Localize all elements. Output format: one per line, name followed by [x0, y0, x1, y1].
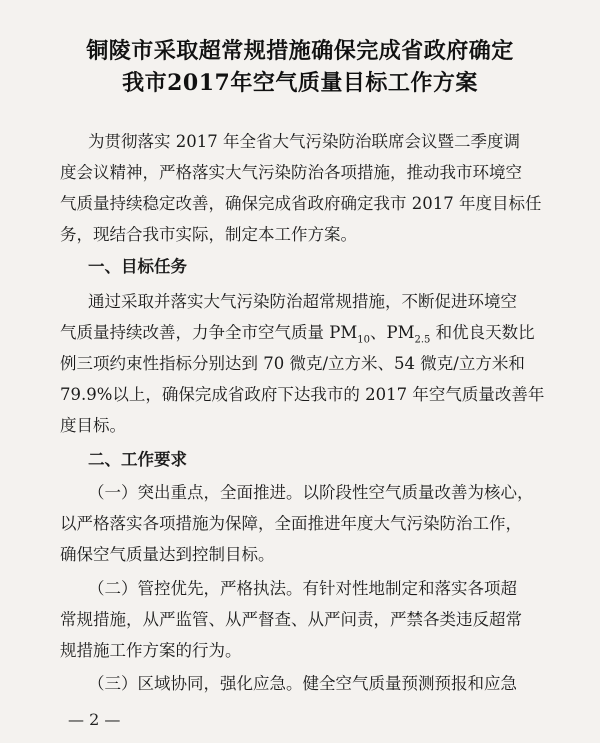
pm-text-before: 气质量持续改善，力争全市空气质量 PM [60, 323, 358, 342]
page-number: — 2 — [68, 710, 121, 729]
section-heading: 二、工作要求 [88, 450, 187, 469]
pm-text-after: 和优良天数比 [430, 323, 535, 342]
pm-text-sep: 、PM [369, 323, 415, 342]
body-line: 例三项约束性指标分别达到 70 微克/立方米、54 微克/立方米和 [60, 354, 525, 373]
intro-line: 为贯彻落实 2017 年全省大气污染防治联席会议暨二季度调 [88, 132, 520, 151]
body-line: 79.9%以上，确保完成省政府下达我市的 2017 年空气质量改善年 [60, 385, 545, 404]
body-line: 规措施工作方案的行为。 [60, 641, 242, 660]
section-heading: 一、目标任务 [88, 257, 187, 276]
body-line: （三）区域协同，强化应急。健全空气质量预测预报和应急 [88, 674, 517, 693]
body-line-pm [60, 319, 550, 345]
intro-line: 气质量持续稳定改善，确保完成省政府确定我市 2017 年度目标任 [60, 194, 542, 213]
body-line: （一）突出重点，全面推进。以阶段性空气质量改善为核心， [88, 483, 534, 502]
intro-line: 度会议精神，严格落实大气污染防治各项措施，推动我市环境空 [60, 163, 522, 182]
body-line: 通过采取并落实大气污染防治超常规措施，不断促进环境空 [88, 292, 517, 311]
body-line: （二）管控优先，严格执法。有针对性地制定和落实各项超 [88, 579, 517, 598]
pm25-subscript: 2.5 [414, 334, 431, 346]
body-line: 以严格落实各项措施为保障，全面推进年度大气污染防治工作， [60, 514, 522, 533]
pm10-subscript: 10 [357, 334, 370, 346]
intro-line: 务，现结合我市实际，制定本工作方案。 [60, 225, 357, 244]
body-line: 常规措施，从严监管、从严督查、从严问责，严禁各类违反超常 [60, 610, 522, 629]
document-title-line-1: 铜陵市采取超常规措施确保完成省政府确定 [86, 38, 514, 64]
body-line: 确保空气质量达到控制目标。 [60, 545, 275, 564]
body-line: 度目标。 [60, 416, 126, 435]
document-title-line-2: 我市2017年空气质量目标工作方案 [122, 70, 478, 96]
